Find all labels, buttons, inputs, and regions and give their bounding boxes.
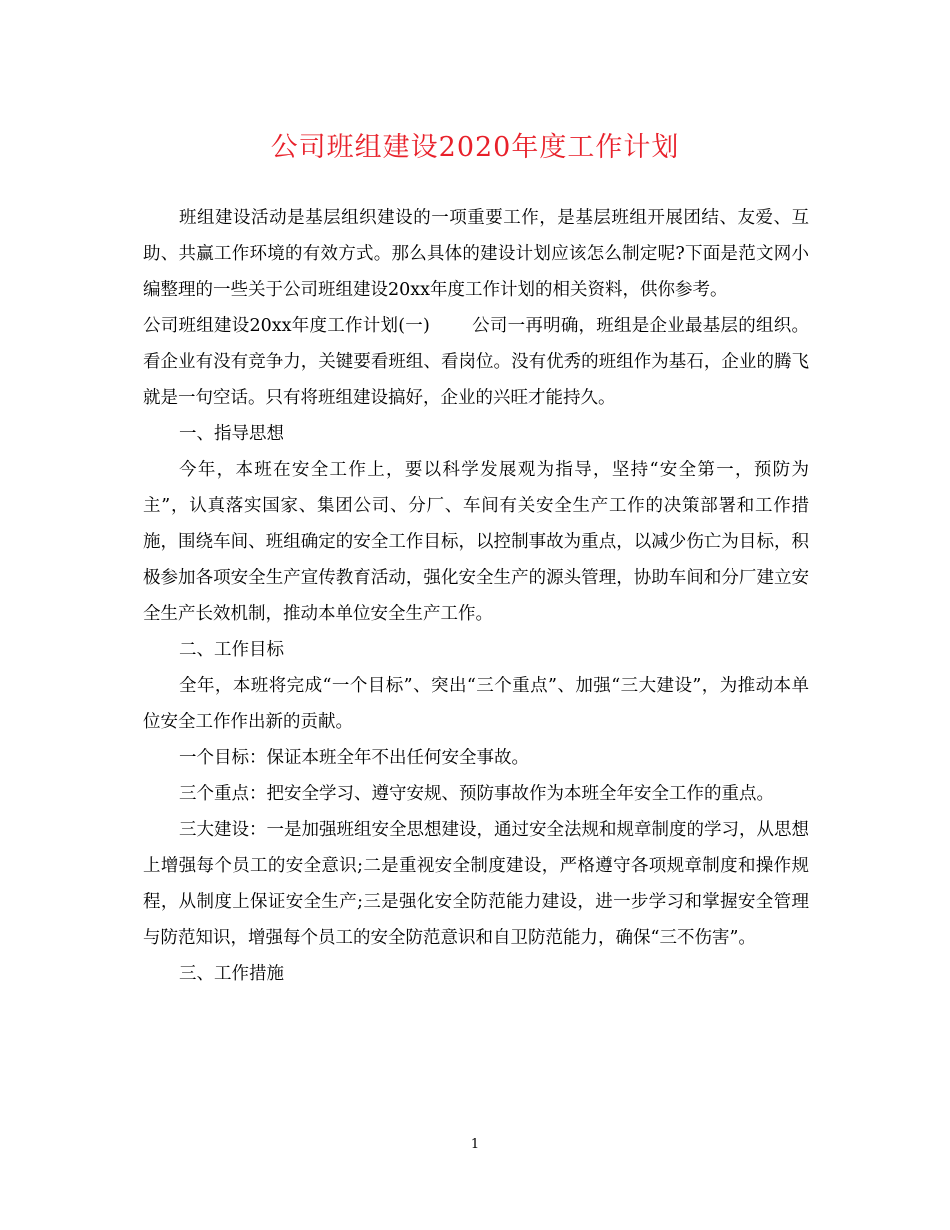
intro-paragraph: 班组建设活动是基层组织建设的一项重要工作，是基层班组开展团结、友爱、互助、共赢工作环境的有效方式。那么具体的建设计划应该怎么制定呢?下面是范文网小编整理的一些关于公司班组建设20xx年度工作计划的相关资料，供你参考。 [143,208,809,300]
section1-heading: 一、指导思想 [179,424,284,444]
goal-three-builds: 三大建设：一是加强班组安全思想建设，通过安全法规和规章制度的学习，从思想上增强每个员工的安全意识;二是重视安全制度建设，严格遵守各项规章制度和操作规程，从制度上保证安全生产;三是强化安全防范能力建设，进一步学习和掌握安全管理与防范知识，增强每个员工的安全防范意识和自卫防范能力，确保“三不伤害”。 [143,820,809,948]
plan-heading: 公司班组建设20xx年度工作计划(一) [143,316,430,336]
goal-three-points: 三个重点：把安全学习、遵守安规、预防事故作为本班全年安全工作的重点。 [179,784,774,804]
plan-paragraph [143,308,809,416]
plan-intro: 公司一再明确，班组是企业最基层的组织。看企业有没有竞争力，关键要看班组、看岗位。没有优秀的班组作为基石，企业的腾飞就是一句空话。只有将班组建设搞好，企业的兴旺才能持久。 [143,316,809,408]
section1-body: 今年，本班在安全工作上，要以科学发展观为指导，坚持“安全第一，预防为主”，认真落实国家、集团公司、分厂、车间有关安全生产工作的决策部署和工作措施，围绕车间、班组确定的安全工作目标，以控制事故为重点，以减少伤亡为目标，积极参加各项安全生产宣传教育活动，强化安全生产的源头管理，协助车间和分厂建立安全生产长效机制，推动本单位安全生产工作。 [143,460,809,624]
section3-heading: 三、工作措施 [179,964,284,984]
document-title: 公司班组建设2020年度工作计划 [270,132,680,163]
goal-one: 一个目标：保证本班全年不出任何安全事故。 [179,748,529,768]
page-number: 1 [470,1137,480,1152]
section2-heading: 二、工作目标 [179,640,284,660]
section2-body: 全年，本班将完成“一个目标”、突出“三个重点”、加强“三大建设”，为推动本单位安全工作作出新的贡献。 [143,676,809,732]
document-body [143,200,809,992]
